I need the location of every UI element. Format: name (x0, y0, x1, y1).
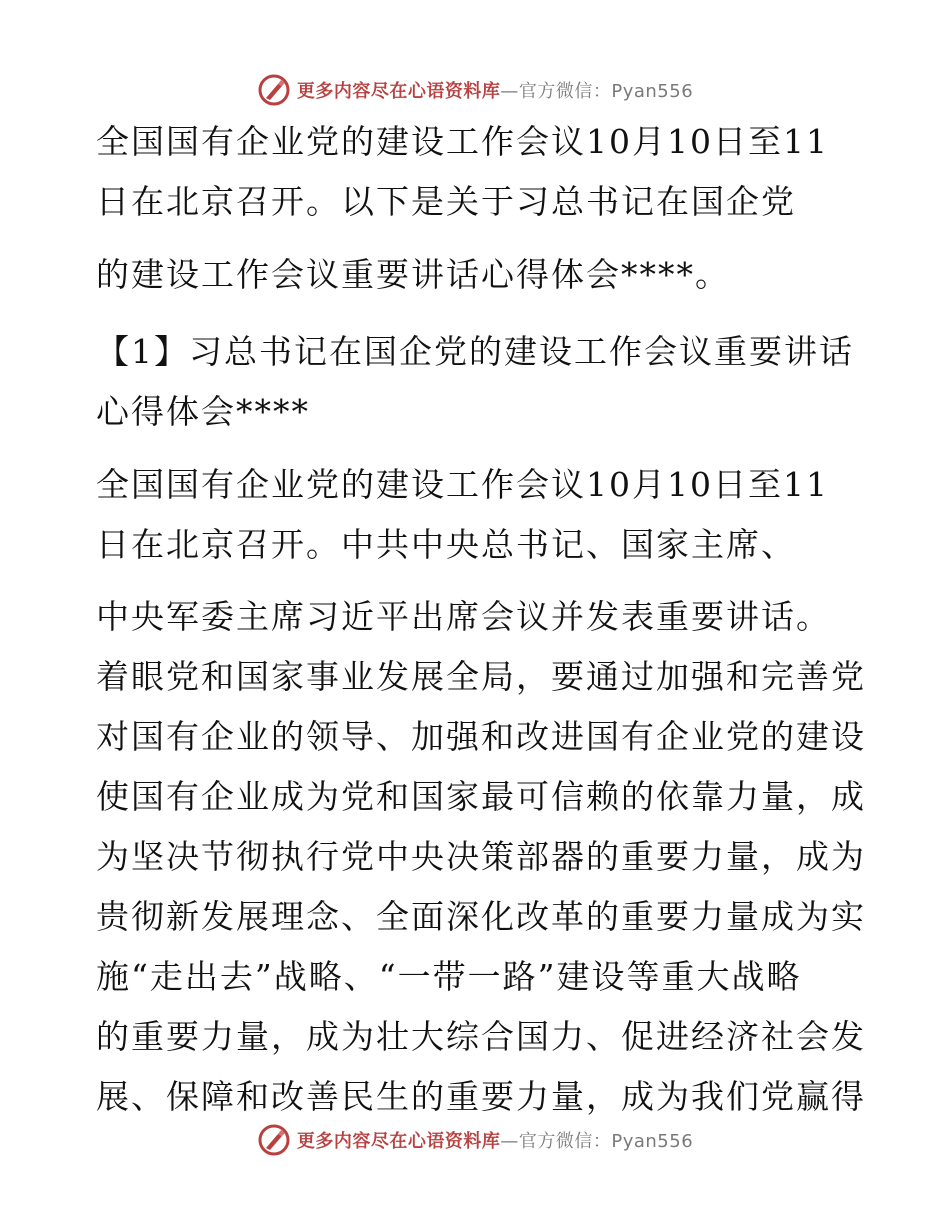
paragraph-line: 全国国有企业党的建设工作会议10月10日至11 (96, 122, 829, 161)
pen-circle-icon (257, 73, 291, 107)
banner-wechat: 官方微信：Pyan556 (518, 81, 694, 102)
paragraph-line: 施“走出去”战略、“一带一路”建设等重大战略 (96, 957, 802, 996)
banner-brand: 更多内容尽在心语资料库 (296, 81, 501, 102)
paragraph-line: 着眼党和国家事业发展全局，要通过加强和完善党 (96, 657, 866, 696)
pen-circle-icon (257, 1123, 291, 1157)
banner-text (297, 1127, 693, 1153)
paragraph-line: 日在北京召开。以下是关于习总书记在国企党 (96, 182, 796, 221)
paragraph-line: 日在北京召开。中共中央总书记、国家主席、 (96, 525, 796, 564)
paragraph-line: 的建设工作会议重要讲话心得体会****。 (96, 255, 730, 294)
banner-separator: — (500, 81, 519, 102)
paragraph-line: 全国国有企业党的建设工作会议10月10日至11 (96, 465, 829, 504)
paragraph-line: 的重要力量，成为壮大综合国力、促进经济社会发 (96, 1017, 866, 1056)
paragraph-line: 使国有企业成为党和国家最可信赖的依靠力量，成 (96, 777, 866, 816)
banner-wechat: 官方微信：Pyan556 (518, 1131, 694, 1152)
banner-separator: — (500, 1131, 519, 1152)
banner-text (297, 77, 693, 103)
section-heading-line: 【1】习总书记在国企党的建设工作会议重要讲话 (96, 332, 854, 371)
footer-banner (0, 1120, 950, 1160)
header-banner (0, 70, 950, 110)
banner-brand: 更多内容尽在心语资料库 (296, 1131, 501, 1152)
paragraph-line: 中央军委主席习近平出席会议并发表重要讲话。 (96, 597, 831, 636)
section-heading-line: 心得体会**** (96, 392, 310, 431)
paragraph-line: 贵彻新发展理念、全面深化改革的重要力量成为实 (96, 897, 866, 936)
paragraph-line: 展、保障和改善民生的重要力量，成为我们党赢得 (96, 1077, 866, 1116)
paragraph-line: 对国有企业的领导、加强和改进国有企业党的建设 (96, 717, 866, 756)
paragraph-line: 为坚决节彻执行党中央决策部器的重要力量，成为 (96, 837, 866, 876)
